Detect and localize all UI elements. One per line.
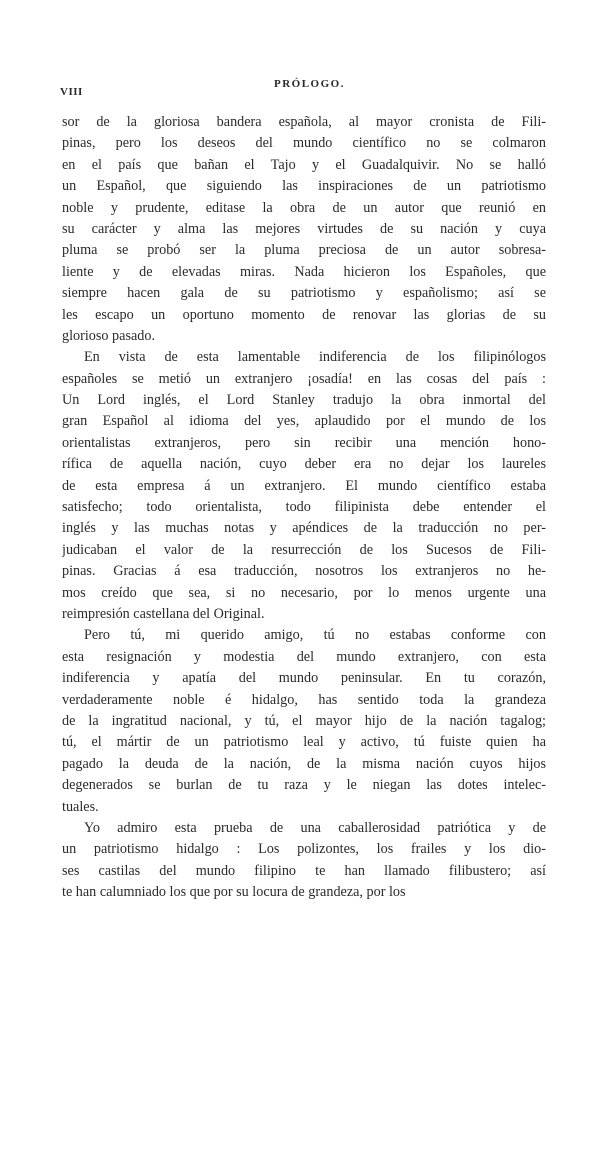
text-line: orientalistas extranjeros, pero sin recibir una mención hono- — [62, 434, 546, 451]
text-line: rífica de aquella nación, cuyo deber era no dejar los laureles — [62, 456, 546, 473]
text-line: En vista de esta lamentable indiferencia de los filipinólogos — [84, 349, 546, 366]
text-line: pagado la deuda de la nación, de la misma nación cuyos hijos — [62, 755, 546, 772]
running-title: PRÓLOGO. — [274, 78, 345, 90]
text-line: Un Lord inglés, el Lord Stanley tradujo la obra inmortal del — [62, 392, 546, 409]
text-line: españoles se metió un extranjero ¡osadía! en las cosas del país : — [62, 370, 546, 387]
text-line: tú, el mártir de un patriotismo leal y activo, tú fuiste quien ha — [62, 734, 546, 751]
text-line: en el país que bañan el Tajo y el Guadalquivir. No se halló — [62, 156, 546, 173]
paragraph — [62, 112, 546, 347]
text-line: pinas, pero los deseos del mundo científico no se colmaron — [62, 135, 546, 152]
text-line: Yo admiro esta prueba de una caballerosidad patriótica y de — [84, 819, 546, 836]
text-line: de esta empresa á un extranjero. El mundo científico estaba — [62, 477, 546, 494]
text-line: esta resignación y modestia del mundo extranjero, con esta — [62, 648, 546, 665]
text-line: glorioso pasado. — [62, 327, 155, 344]
text-line: gran Español al idioma del yes, aplaudido por el mundo de los — [62, 413, 546, 430]
text-line: pluma se probó ser la pluma preciosa de un autor sobresa- — [62, 242, 546, 259]
text-line: degenerados se burlan de tu raza y le niegan las dotes intelec- — [62, 777, 546, 794]
text-line: judicaban el valor de la resurrección de los Sucesos de Fili- — [62, 541, 546, 558]
text-line: tuales. — [62, 798, 99, 815]
text-line: noble y prudente, editase la obra de un autor que reunió en — [62, 199, 546, 216]
text-line: mos creído que sea, si no necesario, por lo menos urgente una — [62, 584, 546, 601]
text-line: ses castilas del mundo filipino te han llamado filibustero; así — [62, 862, 546, 879]
text-line: verdaderamente noble é hidalgo, has sentido toda la grandeza — [62, 691, 546, 708]
page-number: VIII — [60, 86, 83, 98]
paragraph — [62, 818, 546, 904]
body-text — [62, 112, 546, 903]
text-line: un Español, que siguiendo las inspiraciones de un patriotismo — [62, 178, 546, 195]
text-line: liente y de elevadas miras. Nada hicieron los Españoles, que — [62, 263, 546, 280]
text-line: reimpresión castellana del Original. — [62, 605, 265, 622]
text-line: satisfecho; todo orientalista, todo filipinista debe entender el — [62, 499, 546, 516]
text-line: te han calumniado los que por su locura de grandeza, por los — [62, 884, 406, 901]
paragraph — [62, 625, 546, 818]
text-line: un patriotismo hidalgo : Los polizontes, los frailes y los dio- — [62, 841, 546, 858]
text-line: de la ingratitud nacional, y tú, el mayor hijo de la nación tagalog; — [62, 712, 546, 729]
text-line: pinas. Gracias á esa traducción, nosotros los extranjeros no he- — [62, 563, 546, 580]
text-line: les escapo un oportuno momento de renovar las glorias de su — [62, 306, 546, 323]
text-line: siempre hacen gala de su patriotismo y españolismo; así se — [62, 285, 546, 302]
text-line: inglés y las muchas notas y apéndices de la traducción no per- — [62, 520, 546, 537]
text-line: indiferencia y apatía del mundo peninsular. En tu corazón, — [62, 670, 546, 687]
text-line: Pero tú, mi querido amigo, tú no estabas conforme con — [84, 627, 546, 644]
page-header — [60, 78, 548, 98]
text-line: sor de la gloriosa bandera española, al mayor cronista de Fili- — [62, 114, 546, 130]
paragraph — [62, 347, 546, 625]
text-line: su carácter y alma las mejores virtudes de su nación y cuya — [62, 220, 546, 237]
